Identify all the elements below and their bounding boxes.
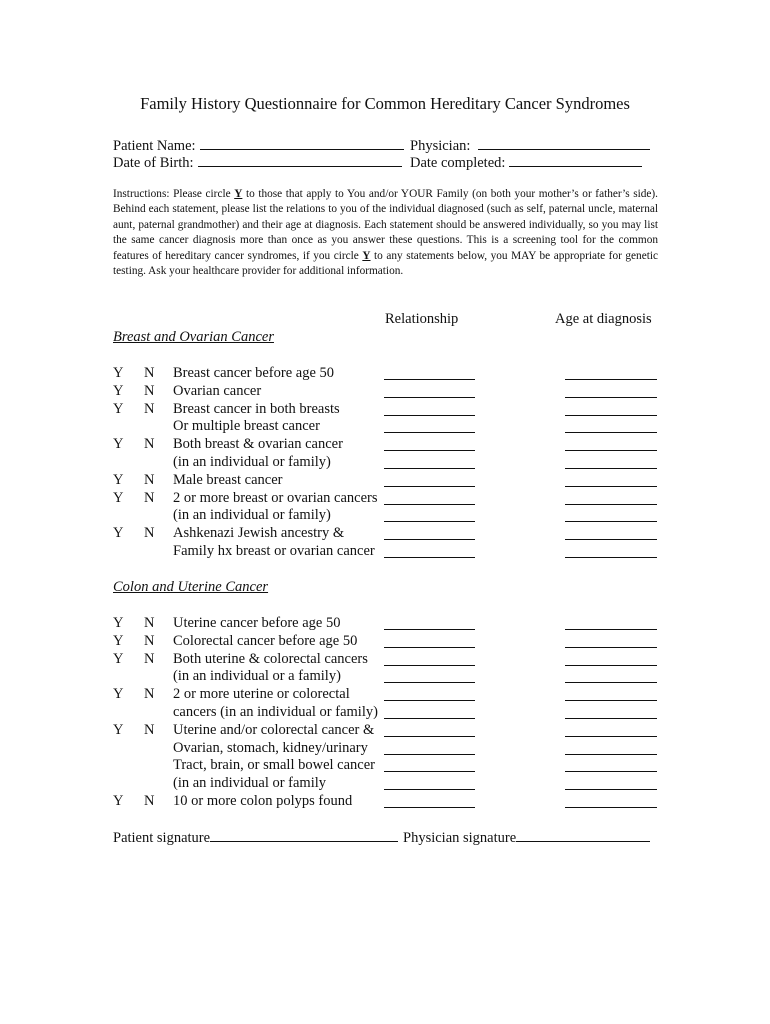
question-text: 2 or more uterine or colorectal [173, 686, 350, 703]
no-option[interactable]: N [144, 365, 155, 381]
question-row [113, 650, 673, 668]
question-text: Ovarian cancer [173, 382, 262, 399]
age-at-diagnosis-blank[interactable] [565, 647, 657, 648]
relationship-blank[interactable] [384, 557, 475, 558]
instructions-part2: to those that apply to You and/or YOUR Family (on both your mother’s or father’s side). Behind each statement, please list the relations to you of the individual diagnosed (such as self, paternal uncle, maternal aunt, paternal grandmother) and their age at diagnosis. Each statement should be answered individually, so you may list the same cancer diagnosis more than once as you answer these questions. This is a screening tool for the common features of hereditary cancer syndromes, if you circle [113, 188, 658, 262]
patient-signature-label: Patient signature [113, 830, 211, 846]
yes-option[interactable]: Y [113, 525, 124, 542]
question-row [113, 506, 673, 524]
age-at-diagnosis-blank[interactable] [565, 521, 657, 522]
no-option[interactable]: N [144, 650, 155, 667]
age-at-diagnosis-blank[interactable] [565, 468, 657, 469]
question-row [113, 435, 673, 453]
question-row [113, 667, 673, 685]
yes-option[interactable]: Y [113, 615, 124, 631]
section-title-breast-ovarian: Breast and Ovarian Cancer [113, 329, 274, 345]
yes-option[interactable]: Y [113, 400, 124, 417]
no-option[interactable]: N [144, 686, 155, 703]
relationship-blank[interactable] [384, 450, 475, 451]
yes-option[interactable]: Y [113, 365, 124, 381]
question-text: cancers (in an individual or family) [173, 704, 378, 720]
age-column-header: Age at diagnosis [555, 311, 652, 327]
no-option[interactable]: N [144, 489, 155, 506]
yes-option[interactable]: Y [113, 686, 124, 703]
relationship-blank[interactable] [384, 521, 475, 522]
no-option[interactable]: N [144, 471, 155, 488]
no-option[interactable]: N [144, 382, 155, 399]
question-text: (in an individual or family [173, 775, 327, 792]
question-text: Male breast cancer [173, 471, 283, 488]
relationship-blank[interactable] [384, 379, 475, 380]
yes-option[interactable]: Y [113, 489, 124, 506]
question-text: Family hx breast or ovarian cancer [173, 543, 375, 559]
question-row [113, 739, 673, 757]
age-at-diagnosis-blank[interactable] [565, 682, 657, 683]
relationship-blank[interactable] [384, 647, 475, 648]
relationship-blank[interactable] [384, 397, 475, 398]
age-at-diagnosis-blank[interactable] [565, 736, 657, 737]
question-row [113, 542, 673, 560]
age-at-diagnosis-blank[interactable] [565, 807, 657, 808]
question-row [113, 364, 673, 382]
patient-name-label: Patient Name: [113, 138, 196, 154]
relationship-blank[interactable] [384, 432, 475, 433]
question-text: (in an individual or family) [173, 507, 331, 524]
age-at-diagnosis-blank[interactable] [565, 557, 657, 558]
question-row [113, 471, 673, 489]
age-at-diagnosis-blank[interactable] [565, 539, 657, 540]
relationship-blank[interactable] [384, 486, 475, 487]
no-option[interactable]: N [144, 615, 155, 631]
question-text: Or multiple breast cancer [173, 418, 320, 435]
age-at-diagnosis-blank[interactable] [565, 700, 657, 701]
section-title-colon-uterine: Colon and Uterine Cancer [113, 579, 269, 595]
patient-signature-field[interactable] [113, 828, 398, 847]
age-at-diagnosis-blank[interactable] [565, 450, 657, 451]
question-text: Colorectal cancer before age 50 [173, 632, 358, 649]
relationship-blank[interactable] [384, 629, 475, 630]
physician-signature-label: Physician signature [403, 830, 517, 846]
question-row [113, 685, 673, 703]
relationship-blank[interactable] [384, 807, 475, 808]
question-row [113, 400, 673, 418]
question-text: Uterine cancer before age 50 [173, 615, 341, 631]
age-at-diagnosis-blank[interactable] [565, 504, 657, 505]
physician-signature-field[interactable] [403, 828, 650, 847]
instructions-part3: to any statements below, you MAY be appropriate for genetic testing. Ask your healthcare provider for additional information. [113, 249, 659, 278]
question-text: Breast cancer before age 50 [173, 365, 335, 381]
date-completed-field[interactable] [410, 153, 642, 172]
relationship-blank[interactable] [384, 468, 475, 469]
relationship-blank[interactable] [384, 736, 475, 737]
age-at-diagnosis-blank[interactable] [565, 629, 657, 630]
question-row [113, 489, 673, 507]
question-row [113, 417, 673, 435]
question-text: Tract, brain, or small bowel cancer [173, 757, 375, 774]
age-at-diagnosis-blank[interactable] [565, 397, 657, 398]
instructions-y-1: Y [234, 188, 243, 200]
date-completed-label: Date completed: [410, 155, 506, 171]
relationship-blank[interactable] [384, 539, 475, 540]
relationship-blank[interactable] [384, 682, 475, 683]
age-at-diagnosis-blank[interactable] [565, 486, 657, 487]
question-text: Ovarian, stomach, kidney/urinary [173, 739, 368, 756]
question-row [113, 524, 673, 542]
page-title: Family History Questionnaire for Common Hereditary Cancer Syndromes [140, 94, 630, 113]
age-at-diagnosis-blank[interactable] [565, 665, 657, 666]
no-option[interactable]: N [144, 721, 155, 738]
physician-line[interactable] [478, 136, 650, 150]
question-text: 10 or more colon polyps found [173, 793, 353, 809]
question-text: Ashkenazi Jewish ancestry & [173, 525, 345, 542]
question-row [113, 382, 673, 400]
patient-signature-line[interactable] [210, 828, 398, 842]
question-row [113, 721, 673, 739]
question-text: 2 or more breast or ovarian cancers [173, 489, 378, 506]
yes-option[interactable]: Y [113, 721, 124, 738]
yes-option[interactable]: Y [113, 471, 124, 488]
question-row [113, 792, 673, 810]
question-row [113, 774, 673, 792]
age-at-diagnosis-blank[interactable] [565, 718, 657, 719]
no-option[interactable]: N [144, 400, 155, 417]
relationship-blank[interactable] [384, 700, 475, 701]
relationship-blank[interactable] [384, 504, 475, 505]
age-at-diagnosis-blank[interactable] [565, 771, 657, 772]
question-row [113, 453, 673, 471]
question-row [113, 756, 673, 774]
yes-option[interactable]: Y [113, 382, 124, 399]
relationship-blank[interactable] [384, 415, 475, 416]
instructions-y-2: Y [362, 249, 371, 262]
physician-label: Physician: [410, 138, 471, 154]
no-option[interactable]: N [144, 525, 155, 542]
question-row [113, 614, 673, 632]
dob-field[interactable] [113, 153, 402, 172]
age-at-diagnosis-blank[interactable] [565, 415, 657, 416]
yes-option[interactable]: Y [113, 436, 124, 453]
no-option[interactable]: N [144, 632, 155, 649]
question-text: Breast cancer in both breasts [173, 400, 340, 417]
yes-option[interactable]: Y [113, 793, 124, 809]
relationship-blank[interactable] [384, 665, 475, 666]
question-row [113, 632, 673, 650]
question-text: Both breast & ovarian cancer [173, 436, 343, 453]
patient-name-line[interactable] [200, 136, 404, 150]
relationship-blank[interactable] [384, 718, 475, 719]
relationship-column-header: Relationship [385, 311, 459, 327]
age-at-diagnosis-blank[interactable] [565, 754, 657, 755]
yes-option[interactable]: Y [113, 650, 124, 667]
yes-option[interactable]: Y [113, 632, 124, 649]
relationship-blank[interactable] [384, 754, 475, 755]
dob-line[interactable] [198, 153, 402, 167]
question-text: Both uterine & colorectal cancers [173, 650, 368, 667]
no-option[interactable]: N [144, 436, 155, 453]
no-option[interactable]: N [144, 793, 155, 809]
instructions-part1: Instructions: Please circle [113, 188, 235, 200]
question-text: (in an individual or a family) [173, 668, 341, 685]
age-at-diagnosis-blank[interactable] [565, 432, 657, 433]
relationship-blank[interactable] [384, 771, 475, 772]
question-text: Uterine and/or colorectal cancer & [173, 721, 375, 738]
physician-signature-line[interactable] [516, 828, 650, 842]
question-text: (in an individual or family) [173, 454, 331, 470]
date-completed-line[interactable] [509, 153, 642, 167]
age-at-diagnosis-blank[interactable] [565, 379, 657, 380]
age-at-diagnosis-blank[interactable] [565, 789, 657, 790]
question-row [113, 703, 673, 721]
instructions [113, 187, 658, 279]
dob-label: Date of Birth: [113, 155, 194, 171]
relationship-blank[interactable] [384, 789, 475, 790]
